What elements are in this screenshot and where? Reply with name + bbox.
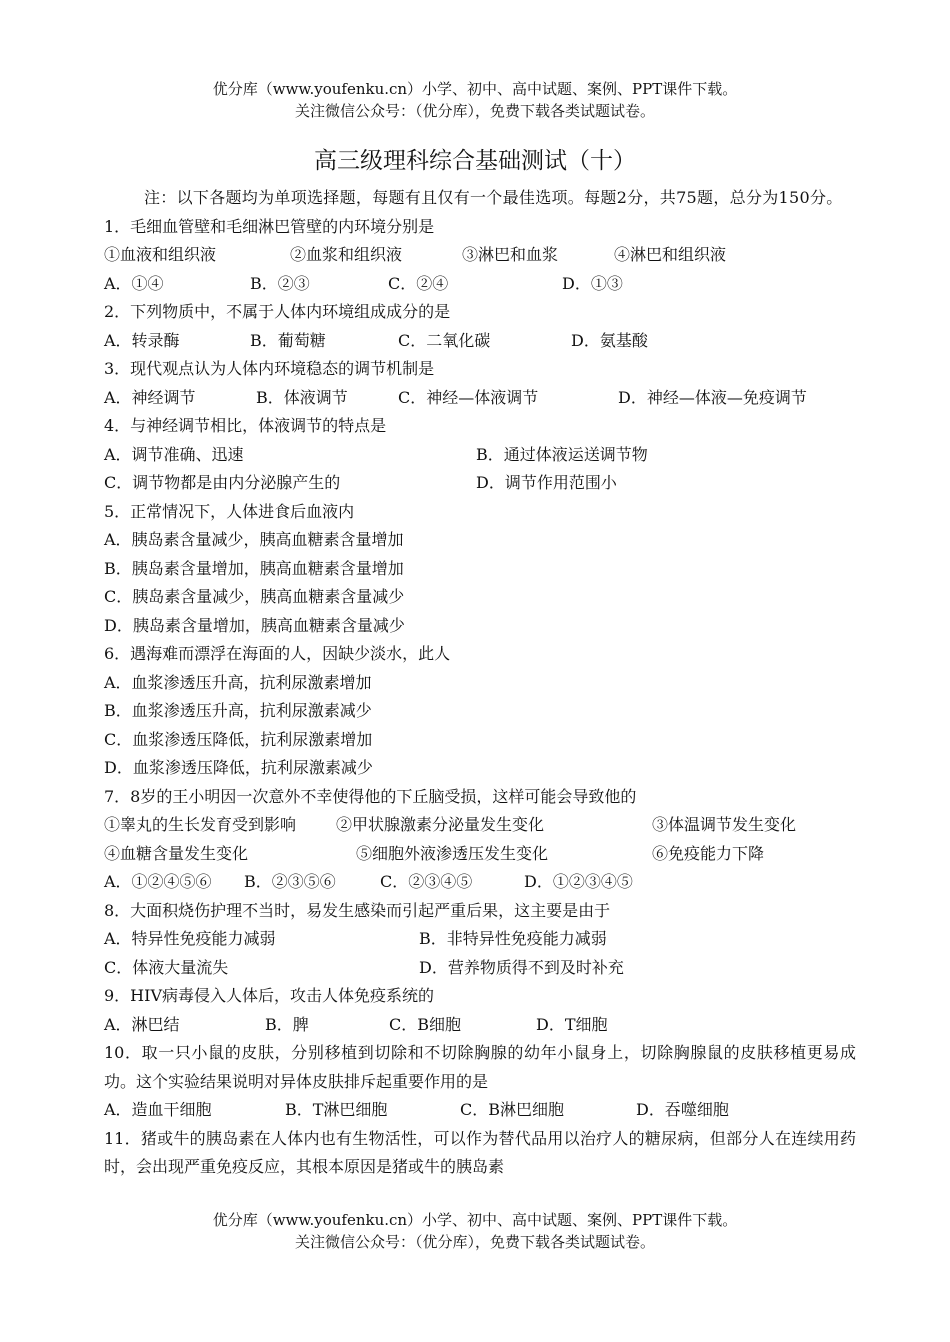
question-8-stem: 8．大面积烧伤护理不当时，易发生感染而引起严重后果，这主要是由于 (104, 900, 611, 920)
question-1-stem: 1．毛细血管壁和毛细淋巴管壁的内环境分别是 (104, 216, 435, 236)
q10-option-c: C．B淋巴细胞 (460, 1100, 565, 1119)
q5-option-a: A．胰岛素含量减少，胰高血糖素含量增加 (104, 530, 404, 549)
q1-item-1: ①血液和组织液 (104, 245, 217, 264)
question-11-stem: 11．猪或牛的胰岛素在人体内也有生物活性，可以作为替代品用以治疗人的糖尿病，但部分人在连续用药时，会出现严重免疫反应，其根本原因是猪或牛的胰岛素 (104, 1128, 856, 1176)
question-10-stem: 10．取一只小鼠的皮肤，分别移植到切除和不切除胸腺的幼年小鼠身上，切除胸腺鼠的皮肤移植更易成功。这个实验结果说明对异体皮肤排斥起重要作用的是 (104, 1043, 856, 1091)
question-4-options-row-1 (104, 441, 856, 470)
question-7-options (104, 868, 856, 897)
question-10-options (104, 1096, 856, 1125)
q9-option-b: B．脾 (265, 1014, 309, 1034)
q3-option-d: D．神经—体液—免疫调节 (618, 387, 807, 407)
q7-item-2: ②甲状腺激素分泌量发生变化 (336, 815, 545, 834)
q2-option-c: C．二氧化碳 (398, 330, 491, 350)
q7-item-6: ⑥免疫能力下降 (652, 843, 765, 863)
question-8-options-row-1 (104, 925, 856, 954)
q3-option-a: A．神经调节 (104, 387, 196, 407)
q1-item-4: ④淋巴和组织液 (614, 245, 727, 264)
q6-option-c: C．血浆渗透压降低，抗利尿激素增加 (104, 729, 373, 749)
q1-option-a: A．①④ (104, 273, 164, 293)
q3-option-c: C．神经—体液调节 (398, 387, 539, 407)
question-3-options (104, 384, 856, 413)
question-7-stem: 7．8岁的王小明因一次意外不幸使得他的下丘脑受损，这样可能会导致他的 (104, 786, 637, 806)
question-6-stem: 6．遇海难而漂浮在海面的人，因缺少淡水，此人 (104, 644, 451, 663)
q6-option-d: D．血浆渗透压降低，抗利尿激素减少 (104, 758, 373, 777)
question-4-options-row-2 (104, 469, 856, 498)
question-9-stem: 9．HIV病毒侵入人体后，攻击人体免疫系统的 (104, 986, 435, 1005)
q4-option-d: D．调节作用范围小 (476, 473, 617, 492)
question-8-options-row-2 (104, 954, 856, 983)
question-4-stem: 4．与神经调节相比，体液调节的特点是 (104, 416, 387, 435)
page-footer (0, 1209, 950, 1253)
question-2-options (104, 327, 856, 356)
page-header (0, 78, 950, 122)
q8-option-d: D．营养物质得不到及时补充 (419, 957, 624, 977)
q4-option-b: B．通过体液运送调节物 (476, 444, 648, 464)
q9-option-a: A．淋巴结 (104, 1014, 180, 1034)
question-7-items-row-2 (104, 840, 856, 869)
footer-line-1: 优分库（www.youfenku.cn）小学、初中、高中试题、案例、PPT课件下载。 (212, 1211, 738, 1229)
header-line-1: 优分库（www.youfenku.cn）小学、初中、高中试题、案例、PPT课件下载。 (212, 80, 738, 98)
q1-option-b: B．②③ (250, 273, 310, 293)
q6-option-b: B．血浆渗透压升高，抗利尿激素减少 (104, 701, 372, 720)
q2-option-a: A．转录酶 (104, 330, 180, 350)
q7-item-4: ④血糖含量发生变化 (104, 843, 249, 863)
header-line-2: 关注微信公众号：（优分库），免费下载各类试题试卷。 (294, 102, 655, 120)
question-1-options (104, 270, 856, 299)
q6-option-a: A．血浆渗透压升高，抗利尿激素增加 (104, 672, 372, 692)
q1-option-c: C．②④ (388, 273, 449, 293)
instructions-note: 注：以下各题均为单项选择题，每题有且仅有一个最佳选项。每题2分，共75题，总分为150分。 (144, 188, 843, 207)
q7-option-d: D．①②③④⑤ (524, 872, 633, 891)
question-1-items (104, 241, 856, 270)
q7-item-3: ③体温调节发生变化 (652, 815, 797, 834)
q7-item-5: ⑤细胞外液渗透压发生变化 (356, 843, 549, 863)
q3-option-b: B．体液调节 (256, 387, 348, 407)
q2-option-b: B．葡萄糖 (250, 330, 326, 350)
q8-option-c: C．体液大量流失 (104, 957, 229, 977)
question-5-stem: 5．正常情况下，人体进食后血液内 (104, 501, 355, 521)
q5-option-b: B．胰岛素含量增加，胰高血糖素含量增加 (104, 558, 404, 578)
q7-option-b: B．②③⑤⑥ (244, 872, 336, 891)
q7-option-c: C．②③④⑤ (380, 872, 473, 891)
q4-option-a: A．调节准确、迅速 (104, 444, 244, 464)
q4-option-c: C．调节物都是由内分泌腺产生的 (104, 473, 341, 492)
q5-option-d: D．胰岛素含量增加，胰高血糖素含量减少 (104, 615, 405, 635)
q10-option-d: D．吞噬细胞 (636, 1100, 729, 1119)
q10-option-b: B．T淋巴细胞 (285, 1100, 388, 1119)
q5-option-c: C．胰岛素含量减少，胰高血糖素含量减少 (104, 587, 405, 606)
question-list (104, 184, 856, 1182)
question-2-stem: 2．下列物质中，不属于人体内环境组成成分的是 (104, 302, 451, 321)
question-9-options (104, 1011, 856, 1040)
q8-option-b: B．非特异性免疫能力减弱 (419, 929, 607, 948)
page-title: 高三级理科综合基础测试（十） (314, 148, 636, 174)
question-3-stem: 3．现代观点认为人体内环境稳态的调节机制是 (104, 359, 435, 378)
q10-option-a: A．造血干细胞 (104, 1100, 212, 1119)
q8-option-a: A．特异性免疫能力减弱 (104, 929, 276, 948)
question-7-items-row-1 (104, 811, 856, 840)
footer-line-2: 关注微信公众号：（优分库），免费下载各类试题试卷。 (294, 1233, 655, 1251)
q1-item-3: ③淋巴和血浆 (462, 245, 559, 264)
q1-item-2: ②血浆和组织液 (290, 245, 403, 264)
q2-option-d: D．氨基酸 (571, 330, 648, 350)
q7-item-1: ①睾丸的生长发育受到影响 (104, 815, 297, 834)
q9-option-c: C．B细胞 (389, 1014, 462, 1034)
q7-option-a: A．①②④⑤⑥ (104, 872, 212, 891)
q1-option-d: D．①③ (562, 273, 623, 293)
q9-option-d: D．T细胞 (536, 1014, 608, 1034)
